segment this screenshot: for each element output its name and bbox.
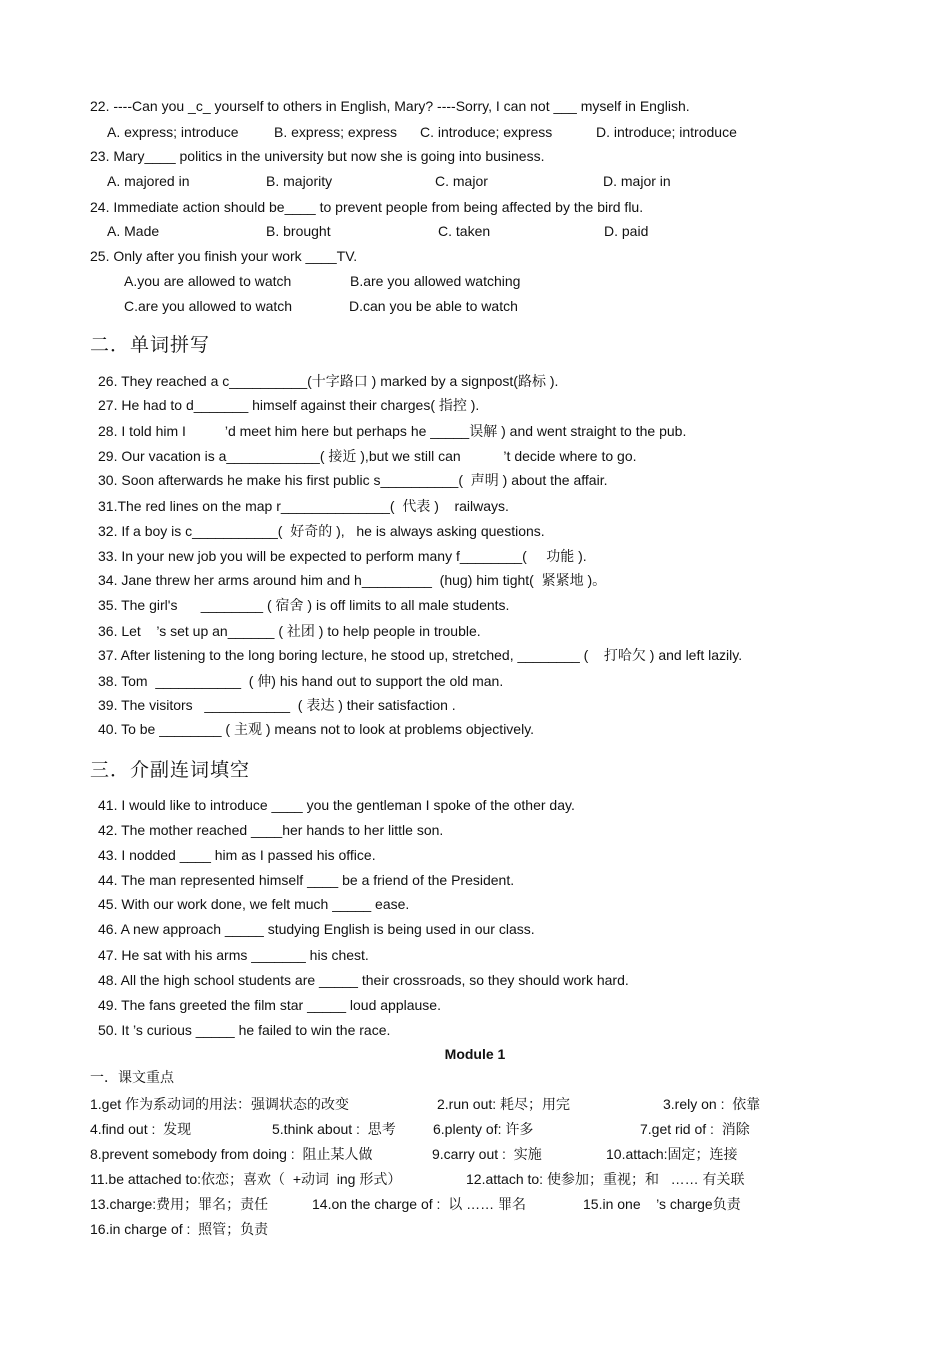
point-8: 8.prevent somebody from doing : 阻止某人做 [90,1146,373,1162]
module-subtitle: 一．课文重点 [90,1069,174,1085]
option-22c: C. introduce; express [420,124,553,140]
item-45: 45. With our work done, we felt much _____ ease. [98,896,410,912]
option-23b: B. majority [266,173,333,189]
point-2: 2.run out: 耗尽；用完 [437,1096,571,1112]
point-15: 15.in one ’s charge负责 [583,1196,741,1212]
item-48: 48. All the high school students are _____ their crossroads, so they should work hard. [98,972,629,988]
item-39: 39. The visitors ___________ ( 表达 ) their satisfaction . [98,697,456,713]
question-22: 22. ----Can you _c_ yourself to others in English, Mary? ----Sorry, I can not ___ myself in English. [90,98,690,114]
point-7: 7.get rid of : 消除 [640,1121,750,1137]
point-6: 6.plenty of: 许多 [433,1121,534,1137]
section-3-heading: 三．介副连词填空 [90,759,251,781]
point-4: 4.find out : 发现 [90,1121,192,1137]
item-37: 37. After listening to the long boring lecture, he stood up, stretched, ________ ( 打哈欠 ) and left lazily. [98,647,743,663]
option-23a: A. majored in [107,173,190,189]
item-35: 35. The girl's ________ ( 宿舍 ) is off limits to all male students. [98,597,510,613]
item-34: 34. Jane threw her arms around him and h_________ (hug) him tight( 紧紧地 )。 [98,572,607,588]
option-25a: A.you are allowed to watch [124,273,292,289]
option-22b: B. express; express [274,124,397,140]
option-22a: A. express; introduce [107,124,239,140]
point-12: 12.attach to: 使参加；重视；和 …… 有关联 [466,1171,745,1187]
option-23d: D. major in [603,173,671,189]
item-46: 46. A new approach _____ studying English is being used in our class. [98,921,535,937]
option-22d: D. introduce; introduce [596,124,737,140]
module-title: Module 1 [444,1046,506,1062]
item-31: 31.The red lines on the map r______________( 代表 ) railways. [98,498,509,514]
option-23c: C. major [435,173,488,189]
option-25b: B.are you allowed watching [350,273,521,289]
item-40: 40. To be ________ ( 主观 ) means not to look at problems objectively. [98,721,535,737]
item-36: 36. Let ’s set up an______ ( 社团 ) to help people in trouble. [98,623,481,639]
section-2-heading: 二．单词拼写 [90,334,211,356]
item-27: 27. He had to d_______ himself against their charges( 指控 ). [98,397,480,413]
option-25d: D.can you be able to watch [349,298,518,314]
point-10: 10.attach:固定；连接 [606,1146,738,1162]
item-30: 30. Soon afterwards he make his first public s__________( 声明 ) about the affair. [98,472,608,488]
item-32: 32. If a boy is c___________( 好奇的 ), he is always asking questions. [98,523,545,539]
point-3: 3.rely on : 依靠 [663,1096,761,1112]
point-5: 5.think about : 思考 [272,1121,396,1137]
point-16: 16.in charge of : 照管；负责 [90,1221,269,1237]
item-26: 26. They reached a c__________(十字路口 ) marked by a signpost(路标 ). [98,373,559,389]
item-43: 43. I nodded ____ him as I passed his office. [98,847,376,863]
item-42: 42. The mother reached ____her hands to her little son. [98,822,444,838]
option-24d: D. paid [604,223,649,239]
option-24b: B. brought [266,223,331,239]
option-24a: A. Made [107,223,160,239]
item-33: 33. In your new job you will be expected to perform many f________( 功能 ). [98,548,587,564]
item-28: 28. I told him I ’d meet him here but perhaps he _____误解 ) and went straight to the pub. [98,423,687,439]
item-49: 49. The fans greeted the film star _____ loud applause. [98,997,441,1013]
point-1: 1.get 作为系动词的用法：强调状态的改变 [90,1096,350,1112]
question-24: 24. Immediate action should be____ to prevent people from being affected by the bird flu. [90,199,644,215]
option-25c: C.are you allowed to watch [124,298,293,314]
item-44: 44. The man represented himself ____ be a friend of the President. [98,872,515,888]
option-24c: C. taken [438,223,491,239]
item-47: 47. He sat with his arms _______ his chest. [98,947,369,963]
item-38: 38. Tom ___________ ( 伸) his hand out to support the old man. [98,673,504,689]
point-14: 14.on the charge of : 以 …… 罪名 [312,1196,526,1212]
item-41: 41. I would like to introduce ____ you the gentleman I spoke of the other day. [98,797,575,813]
item-50: 50. It ’s curious _____ he failed to win the race. [98,1022,391,1038]
point-9: 9.carry out : 实施 [432,1146,542,1162]
point-11: 11.be attached to:依恋；喜欢（ +动词 ing 形式） [90,1171,402,1187]
point-13: 13.charge:费用；罪名；责任 [90,1196,269,1212]
item-29: 29. Our vacation is a____________( 接近 ),but we still can ’t decide where to go. [98,448,637,464]
question-25: 25. Only after you finish your work ____TV. [90,248,358,264]
question-23: 23. Mary____ politics in the university but now she is going into business. [90,148,545,164]
